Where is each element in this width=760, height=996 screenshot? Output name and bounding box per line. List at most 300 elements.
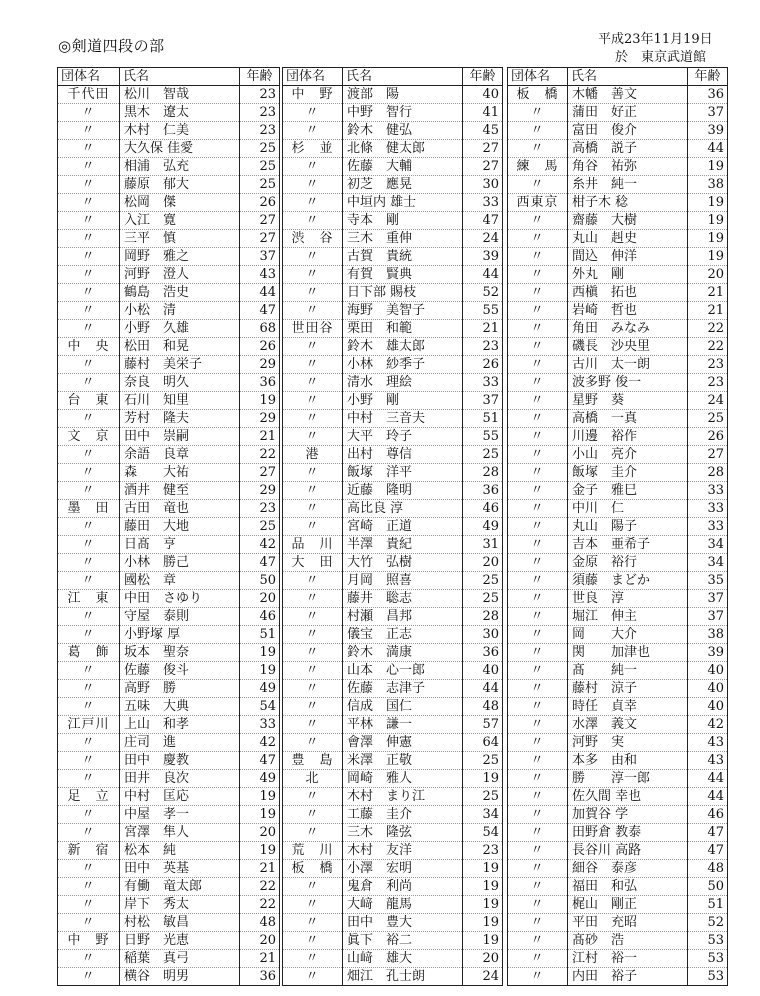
table-row — [58, 356, 280, 374]
table-row — [58, 968, 280, 986]
team-cell: 〃 — [58, 860, 120, 878]
table-row — [58, 374, 280, 392]
team-cell: 〃 — [508, 374, 568, 392]
age-cell: 21 — [240, 860, 280, 878]
table-row — [58, 212, 280, 230]
table-row — [283, 644, 503, 662]
age-cell: 22 — [240, 446, 280, 464]
age-cell: 19 — [463, 914, 503, 932]
table-row — [58, 824, 280, 842]
name-cell: 鈴木 雄太郎 — [343, 338, 463, 356]
table-row — [58, 176, 280, 194]
team-cell: 〃 — [283, 608, 343, 626]
name-cell: 小山 亮介 — [568, 446, 688, 464]
table-row — [58, 500, 280, 518]
team-cell: 〃 — [58, 554, 120, 572]
name-cell: 會澤 伸憲 — [343, 734, 463, 752]
name-cell: 中村 三音夫 — [343, 410, 463, 428]
table-row — [58, 680, 280, 698]
name-cell: 守屋 泰則 — [120, 608, 240, 626]
name-cell: 岡崎 雅人 — [343, 770, 463, 788]
age-cell: 42 — [240, 536, 280, 554]
table-row — [508, 446, 728, 464]
name-cell: 酒井 健至 — [120, 482, 240, 500]
age-cell: 47 — [463, 212, 503, 230]
age-cell: 50 — [240, 572, 280, 590]
age-cell: 25 — [240, 518, 280, 536]
team-cell: 墨 田 — [58, 500, 120, 518]
age-cell: 27 — [463, 140, 503, 158]
name-cell: 有働 竜太郎 — [120, 878, 240, 896]
age-cell: 23 — [463, 338, 503, 356]
team-cell: 〃 — [58, 662, 120, 680]
name-column-header: 氏名 — [343, 68, 463, 86]
name-cell: 芳村 隆夫 — [120, 410, 240, 428]
table-row — [58, 482, 280, 500]
team-cell: 〃 — [508, 680, 568, 698]
table-row — [283, 266, 503, 284]
age-cell: 36 — [240, 374, 280, 392]
age-cell: 37 — [240, 248, 280, 266]
team-cell: 〃 — [508, 770, 568, 788]
name-cell: 三木 重伸 — [343, 230, 463, 248]
team-cell: 〃 — [58, 302, 120, 320]
age-cell: 27 — [240, 212, 280, 230]
team-cell: 西東京 — [508, 194, 568, 212]
table-row — [283, 338, 503, 356]
team-cell: 品 川 — [283, 536, 343, 554]
name-cell: 坂本 聖奈 — [120, 644, 240, 662]
name-cell: 糸井 純一 — [568, 176, 688, 194]
age-column-header: 年齢 — [240, 68, 280, 86]
table-row — [283, 554, 503, 572]
team-cell: 大 田 — [283, 554, 343, 572]
age-cell: 24 — [463, 968, 503, 986]
age-cell: 28 — [463, 608, 503, 626]
age-cell: 46 — [463, 500, 503, 518]
table-row — [508, 572, 728, 590]
table-row — [508, 662, 728, 680]
name-cell: 細谷 泰彦 — [568, 860, 688, 878]
name-cell: 河野 澄人 — [120, 266, 240, 284]
table-row — [283, 626, 503, 644]
team-cell: 〃 — [283, 500, 343, 518]
team-cell: 〃 — [508, 788, 568, 806]
name-cell: 齋藤 大樹 — [568, 212, 688, 230]
age-cell: 20 — [688, 266, 728, 284]
team-cell: 〃 — [283, 104, 343, 122]
age-cell: 39 — [463, 248, 503, 266]
team-cell: 〃 — [283, 644, 343, 662]
age-cell: 39 — [688, 644, 728, 662]
name-cell: 小野塚 厚 — [120, 626, 240, 644]
team-cell: 千代田 — [58, 86, 120, 104]
age-cell: 44 — [463, 266, 503, 284]
team-cell: 〃 — [58, 320, 120, 338]
team-cell: 〃 — [508, 734, 568, 752]
name-cell: 松本 純 — [120, 842, 240, 860]
name-cell: 中垣内 雄士 — [343, 194, 463, 212]
age-cell: 36 — [463, 644, 503, 662]
table-row — [58, 248, 280, 266]
name-cell: 月岡 照喜 — [343, 572, 463, 590]
team-cell: 〃 — [58, 626, 120, 644]
table-row — [508, 158, 728, 176]
team-cell: 〃 — [508, 428, 568, 446]
team-cell: 〃 — [508, 536, 568, 554]
table-row — [508, 626, 728, 644]
age-cell: 25 — [463, 788, 503, 806]
team-cell: 〃 — [508, 842, 568, 860]
team-cell: 江 東 — [58, 590, 120, 608]
team-cell: 〃 — [58, 680, 120, 698]
name-cell: 吉本 亜希子 — [568, 536, 688, 554]
age-cell: 43 — [240, 266, 280, 284]
team-cell: 文 京 — [58, 428, 120, 446]
age-cell: 19 — [240, 788, 280, 806]
name-cell: 半澤 貴紀 — [343, 536, 463, 554]
team-cell: 〃 — [283, 284, 343, 302]
team-cell: 〃 — [508, 554, 568, 572]
team-cell: 〃 — [283, 914, 343, 932]
age-cell: 27 — [240, 464, 280, 482]
team-cell: 〃 — [508, 446, 568, 464]
age-cell: 26 — [240, 338, 280, 356]
team-cell: 渋 谷 — [283, 230, 343, 248]
table-row — [58, 860, 280, 878]
name-cell: 小野 久雄 — [120, 320, 240, 338]
age-cell: 19 — [463, 770, 503, 788]
age-cell: 21 — [240, 428, 280, 446]
age-cell: 19 — [688, 230, 728, 248]
table-row — [283, 608, 503, 626]
team-cell: 港 — [283, 446, 343, 464]
table-row — [58, 86, 280, 104]
table-row — [283, 464, 503, 482]
age-cell: 54 — [463, 824, 503, 842]
table-row — [58, 914, 280, 932]
team-cell: 〃 — [58, 518, 120, 536]
age-cell: 47 — [688, 842, 728, 860]
name-cell: 佐藤 俊斗 — [120, 662, 240, 680]
table-row — [508, 968, 728, 986]
team-cell: 〃 — [508, 950, 568, 968]
name-cell: 岡 大介 — [568, 626, 688, 644]
name-cell: 世良 淳 — [568, 590, 688, 608]
table-row — [508, 482, 728, 500]
table-row — [283, 536, 503, 554]
team-cell: 板 橋 — [508, 86, 568, 104]
name-cell: 岡野 雅之 — [120, 248, 240, 266]
team-cell: 江戸川 — [58, 716, 120, 734]
age-cell: 37 — [688, 590, 728, 608]
table-row — [283, 248, 503, 266]
team-cell: 〃 — [508, 914, 568, 932]
table-row — [58, 464, 280, 482]
team-cell: 〃 — [58, 410, 120, 428]
table-row — [58, 410, 280, 428]
name-cell: 時任 貞幸 — [568, 698, 688, 716]
table-row — [283, 302, 503, 320]
age-cell: 22 — [240, 896, 280, 914]
name-cell: 西槇 拓也 — [568, 284, 688, 302]
table-row — [58, 590, 280, 608]
name-cell: 稲葉 真弓 — [120, 950, 240, 968]
age-cell: 22 — [688, 338, 728, 356]
table-row — [58, 788, 280, 806]
age-cell: 33 — [463, 374, 503, 392]
age-cell: 19 — [463, 860, 503, 878]
name-cell: 高橋 一真 — [568, 410, 688, 428]
team-cell: 足 立 — [58, 788, 120, 806]
table-row — [283, 698, 503, 716]
team-cell: 〃 — [283, 572, 343, 590]
table-row — [58, 644, 280, 662]
team-cell: 〃 — [508, 392, 568, 410]
team-cell: 〃 — [58, 770, 120, 788]
name-cell: 藤原 郁大 — [120, 176, 240, 194]
name-cell: 藤田 大地 — [120, 518, 240, 536]
name-cell: 鈴木 満康 — [343, 644, 463, 662]
team-cell: 〃 — [508, 410, 568, 428]
table-row — [283, 122, 503, 140]
age-cell: 53 — [688, 932, 728, 950]
name-cell: 本多 由和 — [568, 752, 688, 770]
age-cell: 34 — [688, 554, 728, 572]
age-cell: 35 — [688, 572, 728, 590]
team-cell: 北 — [283, 770, 343, 788]
table-row — [58, 266, 280, 284]
age-cell: 25 — [463, 590, 503, 608]
team-cell: 〃 — [58, 752, 120, 770]
table-row — [283, 572, 503, 590]
name-cell: 飯塚 洋平 — [343, 464, 463, 482]
team-cell: 〃 — [283, 248, 343, 266]
age-cell: 30 — [463, 626, 503, 644]
age-cell: 47 — [688, 824, 728, 842]
table-row — [508, 122, 728, 140]
age-cell: 33 — [240, 716, 280, 734]
name-cell: 木村 まり江 — [343, 788, 463, 806]
team-cell: 〃 — [508, 590, 568, 608]
age-cell: 21 — [688, 284, 728, 302]
name-cell: 奈良 明久 — [120, 374, 240, 392]
team-cell: 〃 — [58, 266, 120, 284]
age-cell: 44 — [688, 770, 728, 788]
team-cell: 〃 — [58, 212, 120, 230]
team-cell: 〃 — [283, 878, 343, 896]
team-cell: 〃 — [508, 698, 568, 716]
team-cell: 〃 — [58, 158, 120, 176]
table-row — [283, 968, 503, 986]
team-cell: 〃 — [508, 266, 568, 284]
name-cell: 相浦 弘充 — [120, 158, 240, 176]
team-cell: 〃 — [58, 122, 120, 140]
name-cell: 北條 健太郎 — [343, 140, 463, 158]
age-cell: 22 — [688, 320, 728, 338]
team-cell: 〃 — [283, 212, 343, 230]
table-row — [283, 716, 503, 734]
team-column-header: 団体名 — [283, 68, 343, 86]
name-cell: 中村 匡応 — [120, 788, 240, 806]
name-cell: 海野 美智子 — [343, 302, 463, 320]
table-row — [283, 212, 503, 230]
header-row — [283, 68, 503, 86]
team-cell: 〃 — [508, 482, 568, 500]
event-venue: 於 東京武道館 — [615, 50, 707, 65]
age-cell: 25 — [688, 410, 728, 428]
team-cell: 〃 — [283, 410, 343, 428]
age-cell: 54 — [240, 698, 280, 716]
team-cell: 練 馬 — [508, 158, 568, 176]
name-cell: 佐藤 大輔 — [343, 158, 463, 176]
table-row — [283, 734, 503, 752]
team-cell: 〃 — [283, 932, 343, 950]
name-cell: 田中 豊大 — [343, 914, 463, 932]
team-column-header: 団体名 — [508, 68, 568, 86]
name-cell: 米澤 正敬 — [343, 752, 463, 770]
team-cell: 〃 — [508, 932, 568, 950]
name-cell: 松川 智哉 — [120, 86, 240, 104]
header-row — [58, 68, 280, 86]
table-row — [508, 410, 728, 428]
table-row — [508, 842, 728, 860]
age-cell: 52 — [688, 914, 728, 932]
name-cell: 有賀 賢典 — [343, 266, 463, 284]
team-cell: 〃 — [508, 212, 568, 230]
team-cell: 〃 — [58, 878, 120, 896]
age-cell: 50 — [688, 878, 728, 896]
team-cell: 〃 — [58, 248, 120, 266]
team-cell: 〃 — [283, 194, 343, 212]
name-cell: 大平 玲子 — [343, 428, 463, 446]
age-cell: 51 — [463, 410, 503, 428]
age-cell: 19 — [240, 662, 280, 680]
name-cell: 横谷 明男 — [120, 968, 240, 986]
name-cell: 小野 剛 — [343, 392, 463, 410]
age-cell: 23 — [240, 500, 280, 518]
team-cell: 葛 飾 — [58, 644, 120, 662]
table-row — [283, 932, 503, 950]
age-cell: 20 — [463, 554, 503, 572]
name-cell: 鬼倉 利尚 — [343, 878, 463, 896]
name-cell: 佐藤 志津子 — [343, 680, 463, 698]
name-cell: 岸下 秀太 — [120, 896, 240, 914]
table-row — [508, 104, 728, 122]
team-cell: 〃 — [508, 356, 568, 374]
name-cell: 田野倉 教泰 — [568, 824, 688, 842]
team-cell: 〃 — [508, 644, 568, 662]
table-row — [508, 176, 728, 194]
roster-table-3 — [507, 67, 728, 986]
team-cell: 〃 — [283, 896, 343, 914]
age-cell: 52 — [463, 284, 503, 302]
age-cell: 20 — [240, 824, 280, 842]
team-cell: 〃 — [283, 662, 343, 680]
name-cell: 藤井 聡志 — [343, 590, 463, 608]
age-cell: 26 — [240, 194, 280, 212]
age-cell: 51 — [240, 626, 280, 644]
name-cell: 田中 慶教 — [120, 752, 240, 770]
age-cell: 28 — [688, 464, 728, 482]
team-cell: 〃 — [58, 176, 120, 194]
name-cell: 星野 葵 — [568, 392, 688, 410]
name-column-header: 氏名 — [120, 68, 240, 86]
table-row — [508, 500, 728, 518]
age-cell: 38 — [688, 176, 728, 194]
age-cell: 30 — [463, 176, 503, 194]
age-cell: 23 — [688, 374, 728, 392]
age-cell: 21 — [463, 320, 503, 338]
age-cell: 25 — [240, 140, 280, 158]
team-cell: 〃 — [58, 374, 120, 392]
team-cell: 〃 — [283, 680, 343, 698]
table-row — [58, 878, 280, 896]
age-cell: 44 — [688, 788, 728, 806]
age-cell: 26 — [688, 428, 728, 446]
name-cell: 清水 理絵 — [343, 374, 463, 392]
name-cell: 余語 良章 — [120, 446, 240, 464]
name-cell: 國松 章 — [120, 572, 240, 590]
table-row — [508, 302, 728, 320]
name-cell: 三平 慎 — [120, 230, 240, 248]
age-cell: 46 — [688, 806, 728, 824]
table-row — [58, 572, 280, 590]
age-cell: 21 — [240, 950, 280, 968]
team-cell: 〃 — [283, 968, 343, 986]
table-row — [58, 752, 280, 770]
team-cell: 台 東 — [58, 392, 120, 410]
team-cell: 中 野 — [58, 932, 120, 950]
table-row — [58, 518, 280, 536]
team-cell: 〃 — [283, 788, 343, 806]
table-row — [58, 428, 280, 446]
table-row — [283, 320, 503, 338]
table-row — [283, 770, 503, 788]
team-cell: 〃 — [283, 266, 343, 284]
team-cell: 〃 — [508, 518, 568, 536]
age-cell: 36 — [688, 86, 728, 104]
table-row — [283, 950, 503, 968]
team-column-header: 団体名 — [58, 68, 120, 86]
age-cell: 36 — [240, 968, 280, 986]
table-row — [508, 140, 728, 158]
name-cell: 藤村 美栄子 — [120, 356, 240, 374]
age-cell: 24 — [463, 230, 503, 248]
table-row — [508, 428, 728, 446]
name-cell: 金原 裕行 — [568, 554, 688, 572]
name-cell: 畑江 孔士朗 — [343, 968, 463, 986]
team-cell: 〃 — [508, 878, 568, 896]
table-row — [283, 410, 503, 428]
name-cell: 柑子木 稔 — [568, 194, 688, 212]
name-cell: 村松 敏昌 — [120, 914, 240, 932]
team-cell: 〃 — [58, 572, 120, 590]
name-cell: 高橋 説子 — [568, 140, 688, 158]
name-cell: 角田 みなみ — [568, 320, 688, 338]
name-cell: 日下部 賜枝 — [343, 284, 463, 302]
age-cell: 19 — [688, 158, 728, 176]
name-cell: 古川 太一朗 — [568, 356, 688, 374]
name-cell: 三木 隆弦 — [343, 824, 463, 842]
name-cell: 勝 淳一郎 — [568, 770, 688, 788]
table-row — [508, 752, 728, 770]
table-row — [283, 842, 503, 860]
name-cell: 松岡 傑 — [120, 194, 240, 212]
age-cell: 40 — [463, 662, 503, 680]
table-row — [508, 284, 728, 302]
table-row — [58, 536, 280, 554]
